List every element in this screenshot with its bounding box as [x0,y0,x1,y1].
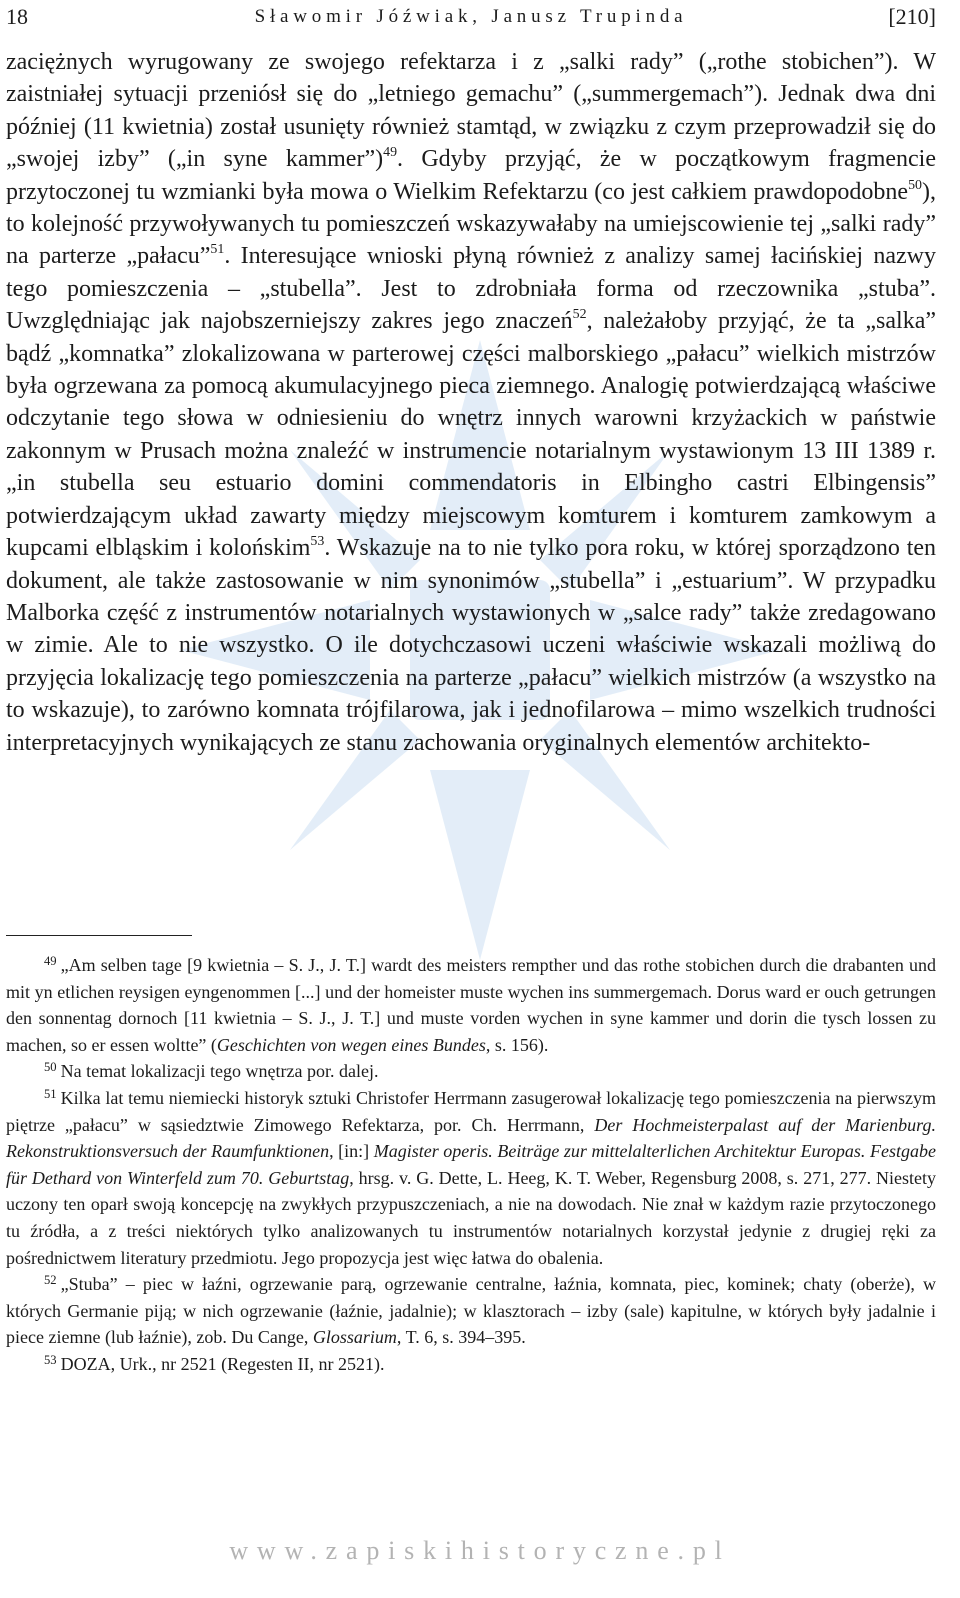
footnote-53 [6,1351,936,1378]
text-run: , hrsg. v. G. Dette, L. Heeg, K. T. Weber, Regensburg 2008, s. 271, 277. Niestety uczony ten oparł swoją koncepcję na zwykłych przypuszczeniach, a nie na dowodach. Nie znał w każdym razie przytoczonego tu źródła, a z treści niektórych tylko analizowanych tu instrumentów notarialnych korzystał jedynie z drugiej ręki za pośrednictwem literatury przedmiotu. Jego propozycja jest więc łatwa do obalenia. [6,1167,936,1268]
footnote-49 [6,952,936,1058]
running-head-authors: Sławomir Jóźwiak, Janusz Trupinda [254,6,688,27]
footnote-number: 50 [44,1060,57,1075]
text-run: DOZA, Urk., nr 2521 (Regesten II, nr 2521). [60,1353,385,1374]
italic-title: Glossarium [312,1327,397,1348]
text-run: , T. 6, s. 394–395. [396,1327,526,1348]
text-run: . Interesujące wnioski płyną również z analizy samej łacińskiej nazwy tego pomieszczenia – „stubella”. Jest to zdrobniała forma od rzeczownika „stuba”. Uwzględniając jak najobszerniejszy zakres jego znaczeń [6,243,937,335]
footnote-number: 53 [44,1352,57,1367]
footnote-reference[interactable]: 49 [383,145,398,161]
italic-title: Der Hochmeisterpalast auf der Marienburg. Rekonstruktionsversuch der Raumfunktionen [6,1114,936,1162]
footnote-reference[interactable]: 51 [210,242,225,258]
footnote-reference[interactable]: 50 [908,177,922,193]
footnote-51 [6,1085,936,1271]
text-run: Na temat lokalizacji tego wnętrza por. dalej. [60,1061,379,1082]
text-run: . Wskazuje na to nie tylko pora roku, w której sporządzono ten dokument, ale także zastosowanie w nim synonimów „stubella” i „estuarium”. W przypadku Malborka część z instrumentów notarialnych wystawionych w „salce rady” także zredagowano w zimie. Ale to nie wszystko. O ile dotychczasowi uczeni właściwie wskazali możliwą do przyjęcia lokalizację tego pomieszczenia na parterze „pałacu” wielkich mistrzów (a wszystko na to wskazuje), to zarówno komnata trójfilarowa, jak i jednofilarowa – mimo wszelkich trudności interpretacyjnych wynikających ze stanu zachowania oryginalnych elementów architekto- [6,535,937,756]
text-run: Kilka lat temu niemiecki historyk sztuki Christofer Herrmann zasugerował lokalizację tego pomieszczenia na pierwszym piętrze „pałacu” w sąsiedztwie Zimowego Refektarza, por. Ch. Herrmann, [6,1087,936,1135]
footnotes-section [6,952,936,1378]
text-run: „Am selben tage [9 kwietnia – S. J., J. T.] wardt des meisters rempther und das rothe stobichen durch die drabanten und mit yn etlichen reysigen eyngenommen [...] und der homeister muste wychen ins summergemach. Dorus ward er ouch getrungen den sonnentag dornoch [11 kwietnia – S. J., J. T.] und muste vorden wychen in syne kammer und dorin die tysch lossen zu machen, so er essen woltte” ( [6,955,936,1055]
text-run: „Stuba” – piec w łaźni, ogrzewanie parą, ogrzewanie centralne, łaźnia, komnata, piec, kominek; chaty (oberże), w których Germanie piją; w nich ogrzewanie (łaźnie, jadalnie); w klasztorach – izby (sale) kapitulne, w których były jadalnie i piece ziemne (lub łaźnie), zob. Du Cange, [6,1274,936,1348]
text-run: , s. 156). [485,1034,549,1055]
footer-website: www.zapiskihistoryczne.pl [229,1536,731,1565]
footnote-number: 51 [44,1086,57,1101]
text-run: , [in:] [329,1141,374,1162]
page-number: 18 [6,4,28,29]
text-run: ), to kolejność przywoływanych tu pomieszczeń wskazywałaby na umiejscowienie tej „salki rady” na parterze „pałacu” [6,178,936,270]
footnote-52 [6,1271,936,1351]
text-run: zaciężnych wyrugowany ze swojego refektarza i z „salki rady” („rothe stobichen”). W zaistniałej sytuacji przeniósł się do „letniego gemachu” („summergemach”). Jednak dwa dni później (11 kwietnia) został usunięty również stamtąd, w związku z czym przeprowadził się do „swojej izby” („in syne kammer”) [6,49,936,173]
main-body-text [6,46,936,759]
footnote-number: 49 [44,953,57,968]
footnote-50 [6,1058,936,1085]
footnote-reference[interactable]: 52 [572,307,587,323]
italic-title: Magister operis. Beiträge zur mittelalterlichen Architektur Europas. Festgabe für Dethard von Winterfeld zum 70. Geburtstag [6,1141,936,1188]
footnote-separator [6,935,192,936]
running-header [6,4,936,34]
italic-title: Geschichten von wegen eines Bundes [216,1034,486,1055]
footnote-number: 52 [44,1272,57,1287]
text-run: . Gdyby przyjąć, że w początkowym fragmencie przytoczonej tu wzmianki była mowa o Wielkim Refektarzu (co jest całkiem prawdopodobne [6,146,937,205]
text-run: , należałoby przyjąć, że ta „salka” bądź „komnatka” zlokalizowana w parterowej części malborskiego „pałacu” wielkich mistrzów była ogrzewana za pomocą akumulacyjnego pieca ziemnego. Analogię potwierdzającą właściwe odczytanie tego słowa w odniesieniu do wnętrz innych warowni krzyżackich w państwie zakonnym w Prusach można znaleźć w instrumencie notarialnym wystawionym 13 III 1389 r. „in stubella seu estuario domini commendatoris in Elbingho castri Elbingensis” potwierdzającym układ zawarty między miejscowym komturem i komturem zamkowym a kupcami elbląskim i kolońskim [6,308,936,562]
footnote-reference[interactable]: 53 [310,534,325,550]
original-page-reference: [210] [888,4,936,29]
